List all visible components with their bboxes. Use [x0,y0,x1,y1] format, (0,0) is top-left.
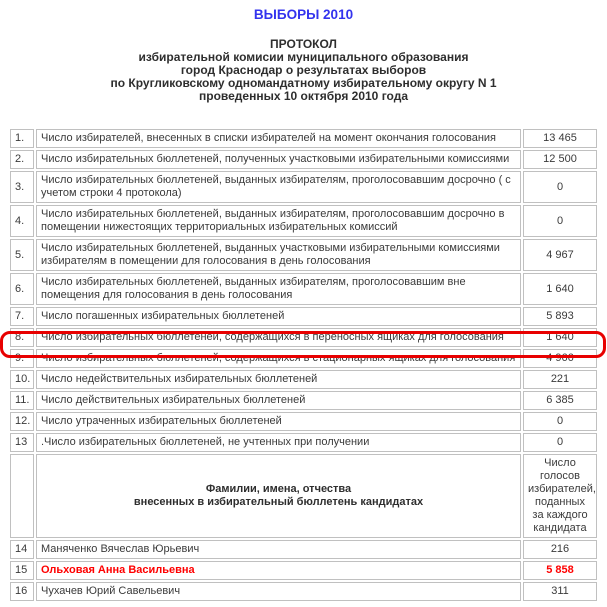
row-value: 0 [523,412,597,431]
row-label: Число избирательных бюллетеней, содержащихся в стационарных ящиках для голосования [36,349,521,368]
row-number: 12. [10,412,34,431]
table-row [10,370,597,389]
candidate-votes: 216 [523,540,597,559]
row-label: Число избирательных бюллетеней, выданных избирателям, проголосовавшим досрочно ( с учетом строки 4 протокола) [36,171,521,203]
candidate-name: Ольховая Анна Васильевна [36,561,521,580]
page-title[interactable]: ВЫБОРЫ 2010 [253,7,354,22]
table-row [10,171,597,203]
table-row [10,205,597,237]
row-number: 13 [10,433,34,452]
candidates-names-header-line: внесенных в избирательный бюллетень кандидатах [133,496,424,508]
row-value: 221 [523,370,597,389]
row-number: 16 [10,582,34,601]
row-label: Число утраченных избирательных бюллетеней [36,412,521,431]
row-value: 1 640 [523,328,597,347]
row-number: 4. [10,205,34,237]
row-value: 0 [523,171,597,203]
protocol-header-line: город Краснодар о результатах выборов [180,63,427,77]
candidates-header-row [10,454,597,538]
candidate-row [10,540,597,559]
row-label: Число погашенных избирательных бюллетеней [36,307,521,326]
votes-column-header: Число голосов избирателей, поданных за каждого кандидата [523,454,597,538]
row-value: 4 966 [523,349,597,368]
row-number: 2. [10,150,34,169]
protocol-header-line: избирательной комисии муниципального образования [138,50,469,64]
row-label: Число избирательных бюллетеней, выданных избирателям, проголосовавшим досрочно в помещении нижестоящих территориальных избирательных комиссий [36,205,521,237]
candidate-votes: 5 858 [523,561,597,580]
row-number: 7. [10,307,34,326]
row-number: 8. [10,328,34,347]
row-label: Число избирательных бюллетеней, выданных участковыми избирательными комиссиями избирателям в помещении для голосования в день голосования [36,239,521,271]
candidates-names-header-line: Фамилии, имена, отчества [205,483,352,495]
results-table [8,127,599,603]
row-label: Число недействительных избирательных бюллетеней [36,370,521,389]
candidate-votes: 311 [523,582,597,601]
table-row [10,391,597,410]
table-row [10,150,597,169]
row-number: 3. [10,171,34,203]
empty-number-cell [10,454,34,538]
table-row [10,307,597,326]
row-value: 6 385 [523,391,597,410]
candidate-row-winner [10,561,597,580]
protocol-header-line: проведенных 10 октября 2010 года [199,89,408,103]
row-value: 12 500 [523,150,597,169]
row-label: Число избирательных бюллетеней, полученных участковыми избирательными комиссиями [36,150,521,169]
table-row [10,273,597,305]
row-value: 4 967 [523,239,597,271]
candidate-name: Маняченко Вячеслав Юрьевич [36,540,521,559]
table-row [10,433,597,452]
row-number: 15 [10,561,34,580]
row-number: 9. [10,349,34,368]
row-number: 14 [10,540,34,559]
table-row [10,239,597,271]
candidate-name: Чухачев Юрий Савельевич [36,582,521,601]
row-number: 5. [10,239,34,271]
row-number: 1. [10,129,34,148]
table-row [10,129,597,148]
row-number: 10. [10,370,34,389]
row-number: 11. [10,391,34,410]
row-value: 5 893 [523,307,597,326]
candidates-names-header [36,454,521,538]
protocol-header-line: по Кругликовскому одномандатному избирательному округу N 1 [110,76,497,90]
row-label: Число действительных избирательных бюллетеней [36,391,521,410]
candidate-row [10,582,597,601]
row-value: 0 [523,205,597,237]
row-label: .Число избирательных бюллетеней, не учтенных при получении [36,433,521,452]
row-label: Число избирательных бюллетеней, содержащихся в переносных ящиках для голосования [36,328,521,347]
protocol-header [0,38,607,103]
table-row [10,349,597,368]
row-value: 13 465 [523,129,597,148]
row-label: Число избирателей, внесенных в списки избирателей на момент окончания голосования [36,129,521,148]
row-label: Число избирательных бюллетеней, выданных избирателям, проголосовавшим вне помещения для голосования в день голосования [36,273,521,305]
row-value: 0 [523,433,597,452]
highlighted-row [10,328,597,347]
protocol-header-line: ПРОТОКОЛ [270,37,337,51]
table-row [10,412,597,431]
row-value: 1 640 [523,273,597,305]
row-number: 6. [10,273,34,305]
